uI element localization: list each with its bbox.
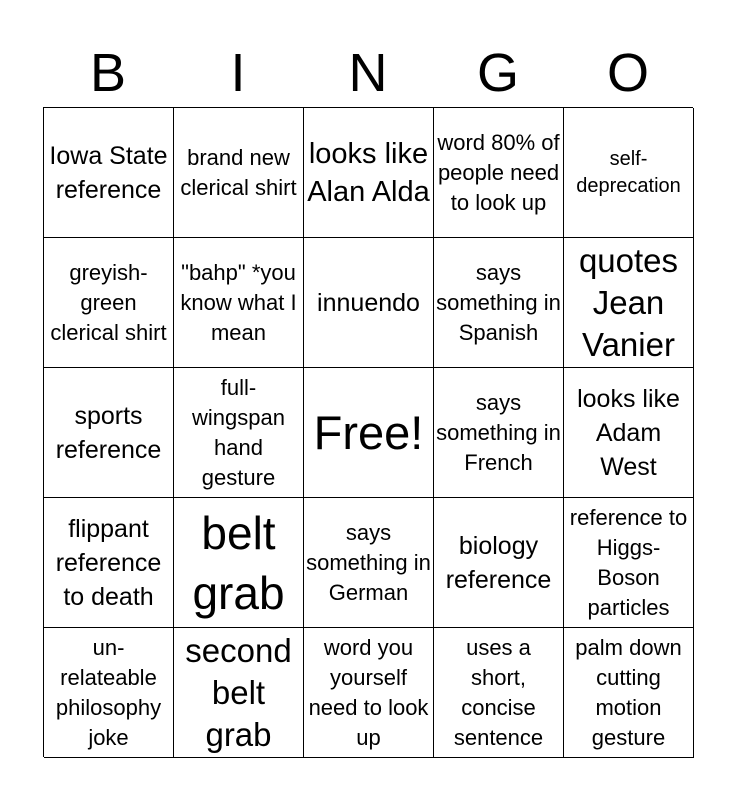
bingo-cell-text: says something in Spanish <box>436 259 561 345</box>
bingo-cell-text: second belt grab <box>185 631 292 753</box>
bingo-cell[interactable] <box>304 498 434 628</box>
bingo-cell-text: un-relateable philosophy joke <box>55 634 162 750</box>
bingo-cell[interactable] <box>44 628 174 758</box>
bingo-cell[interactable] <box>44 368 174 498</box>
bingo-cell[interactable] <box>44 238 174 368</box>
bingo-cell-text: biology reference <box>445 531 552 594</box>
bingo-cell-text: palm down cutting motion gesture <box>575 634 682 750</box>
header-letter-o: O <box>606 43 649 103</box>
header-letter-n: N <box>348 43 388 103</box>
bingo-cell[interactable] <box>44 498 174 628</box>
bingo-cell-text: flippant reference to death <box>55 514 162 611</box>
bingo-cell-text: uses a short, concise sentence <box>453 634 544 750</box>
bingo-cell[interactable] <box>564 498 694 628</box>
bingo-cell[interactable] <box>304 108 434 238</box>
bingo-cell[interactable] <box>174 498 304 628</box>
bingo-cell[interactable] <box>434 108 564 238</box>
bingo-cell-text: brand new clerical shirt <box>180 144 297 200</box>
bingo-card-grid <box>43 107 693 757</box>
bingo-cell[interactable] <box>304 238 434 368</box>
bingo-cell-text: Iowa State reference <box>49 141 168 204</box>
bingo-cell-text: "bahp" *you know what I mean <box>180 259 297 345</box>
bingo-cell-text: innuendo <box>317 288 420 317</box>
bingo-cell[interactable] <box>304 628 434 758</box>
bingo-cell[interactable] <box>434 628 564 758</box>
bingo-cell[interactable] <box>434 498 564 628</box>
bingo-cell[interactable] <box>174 368 304 498</box>
bingo-cell-text: word 80% of people need to look up <box>437 129 560 215</box>
bingo-cell-text: quotes Jean Vanier <box>578 241 679 363</box>
header-letter-g: G <box>476 43 519 103</box>
bingo-header <box>43 38 693 108</box>
bingo-cell[interactable] <box>564 628 694 758</box>
header-letter-b: B <box>89 43 127 103</box>
bingo-cell[interactable] <box>434 368 564 498</box>
bingo-cell-text: belt grab <box>192 506 285 619</box>
bingo-cell[interactable] <box>434 238 564 368</box>
bingo-cell-text: self-deprecation <box>576 147 681 197</box>
bingo-cell-text: looks like Alan Alda <box>307 137 430 208</box>
bingo-cell[interactable] <box>564 108 694 238</box>
bingo-cell-text: looks like Adam West <box>577 384 680 481</box>
bingo-cell[interactable] <box>564 238 694 368</box>
bingo-cell-text: greyish-green clerical shirt <box>50 259 167 345</box>
bingo-cell[interactable] <box>174 628 304 758</box>
header-letter-i: I <box>230 43 246 103</box>
bingo-cell[interactable] <box>44 108 174 238</box>
bingo-cell-text: says something in French <box>436 389 561 475</box>
free-space-cell[interactable] <box>304 368 434 498</box>
bingo-cell[interactable] <box>174 238 304 368</box>
bingo-cell-text: sports reference <box>55 401 162 464</box>
bingo-cell-text: reference to Higgs-Boson particles <box>569 504 688 620</box>
bingo-cell[interactable] <box>174 108 304 238</box>
bingo-cell-text: full-wingspan hand gesture <box>192 374 285 490</box>
bingo-cell[interactable] <box>564 368 694 498</box>
bingo-cell-text: word you yourself need to look up <box>308 634 429 750</box>
bingo-cell-text: says something in German <box>306 519 431 605</box>
bingo-cell-text: Free! <box>313 405 424 459</box>
